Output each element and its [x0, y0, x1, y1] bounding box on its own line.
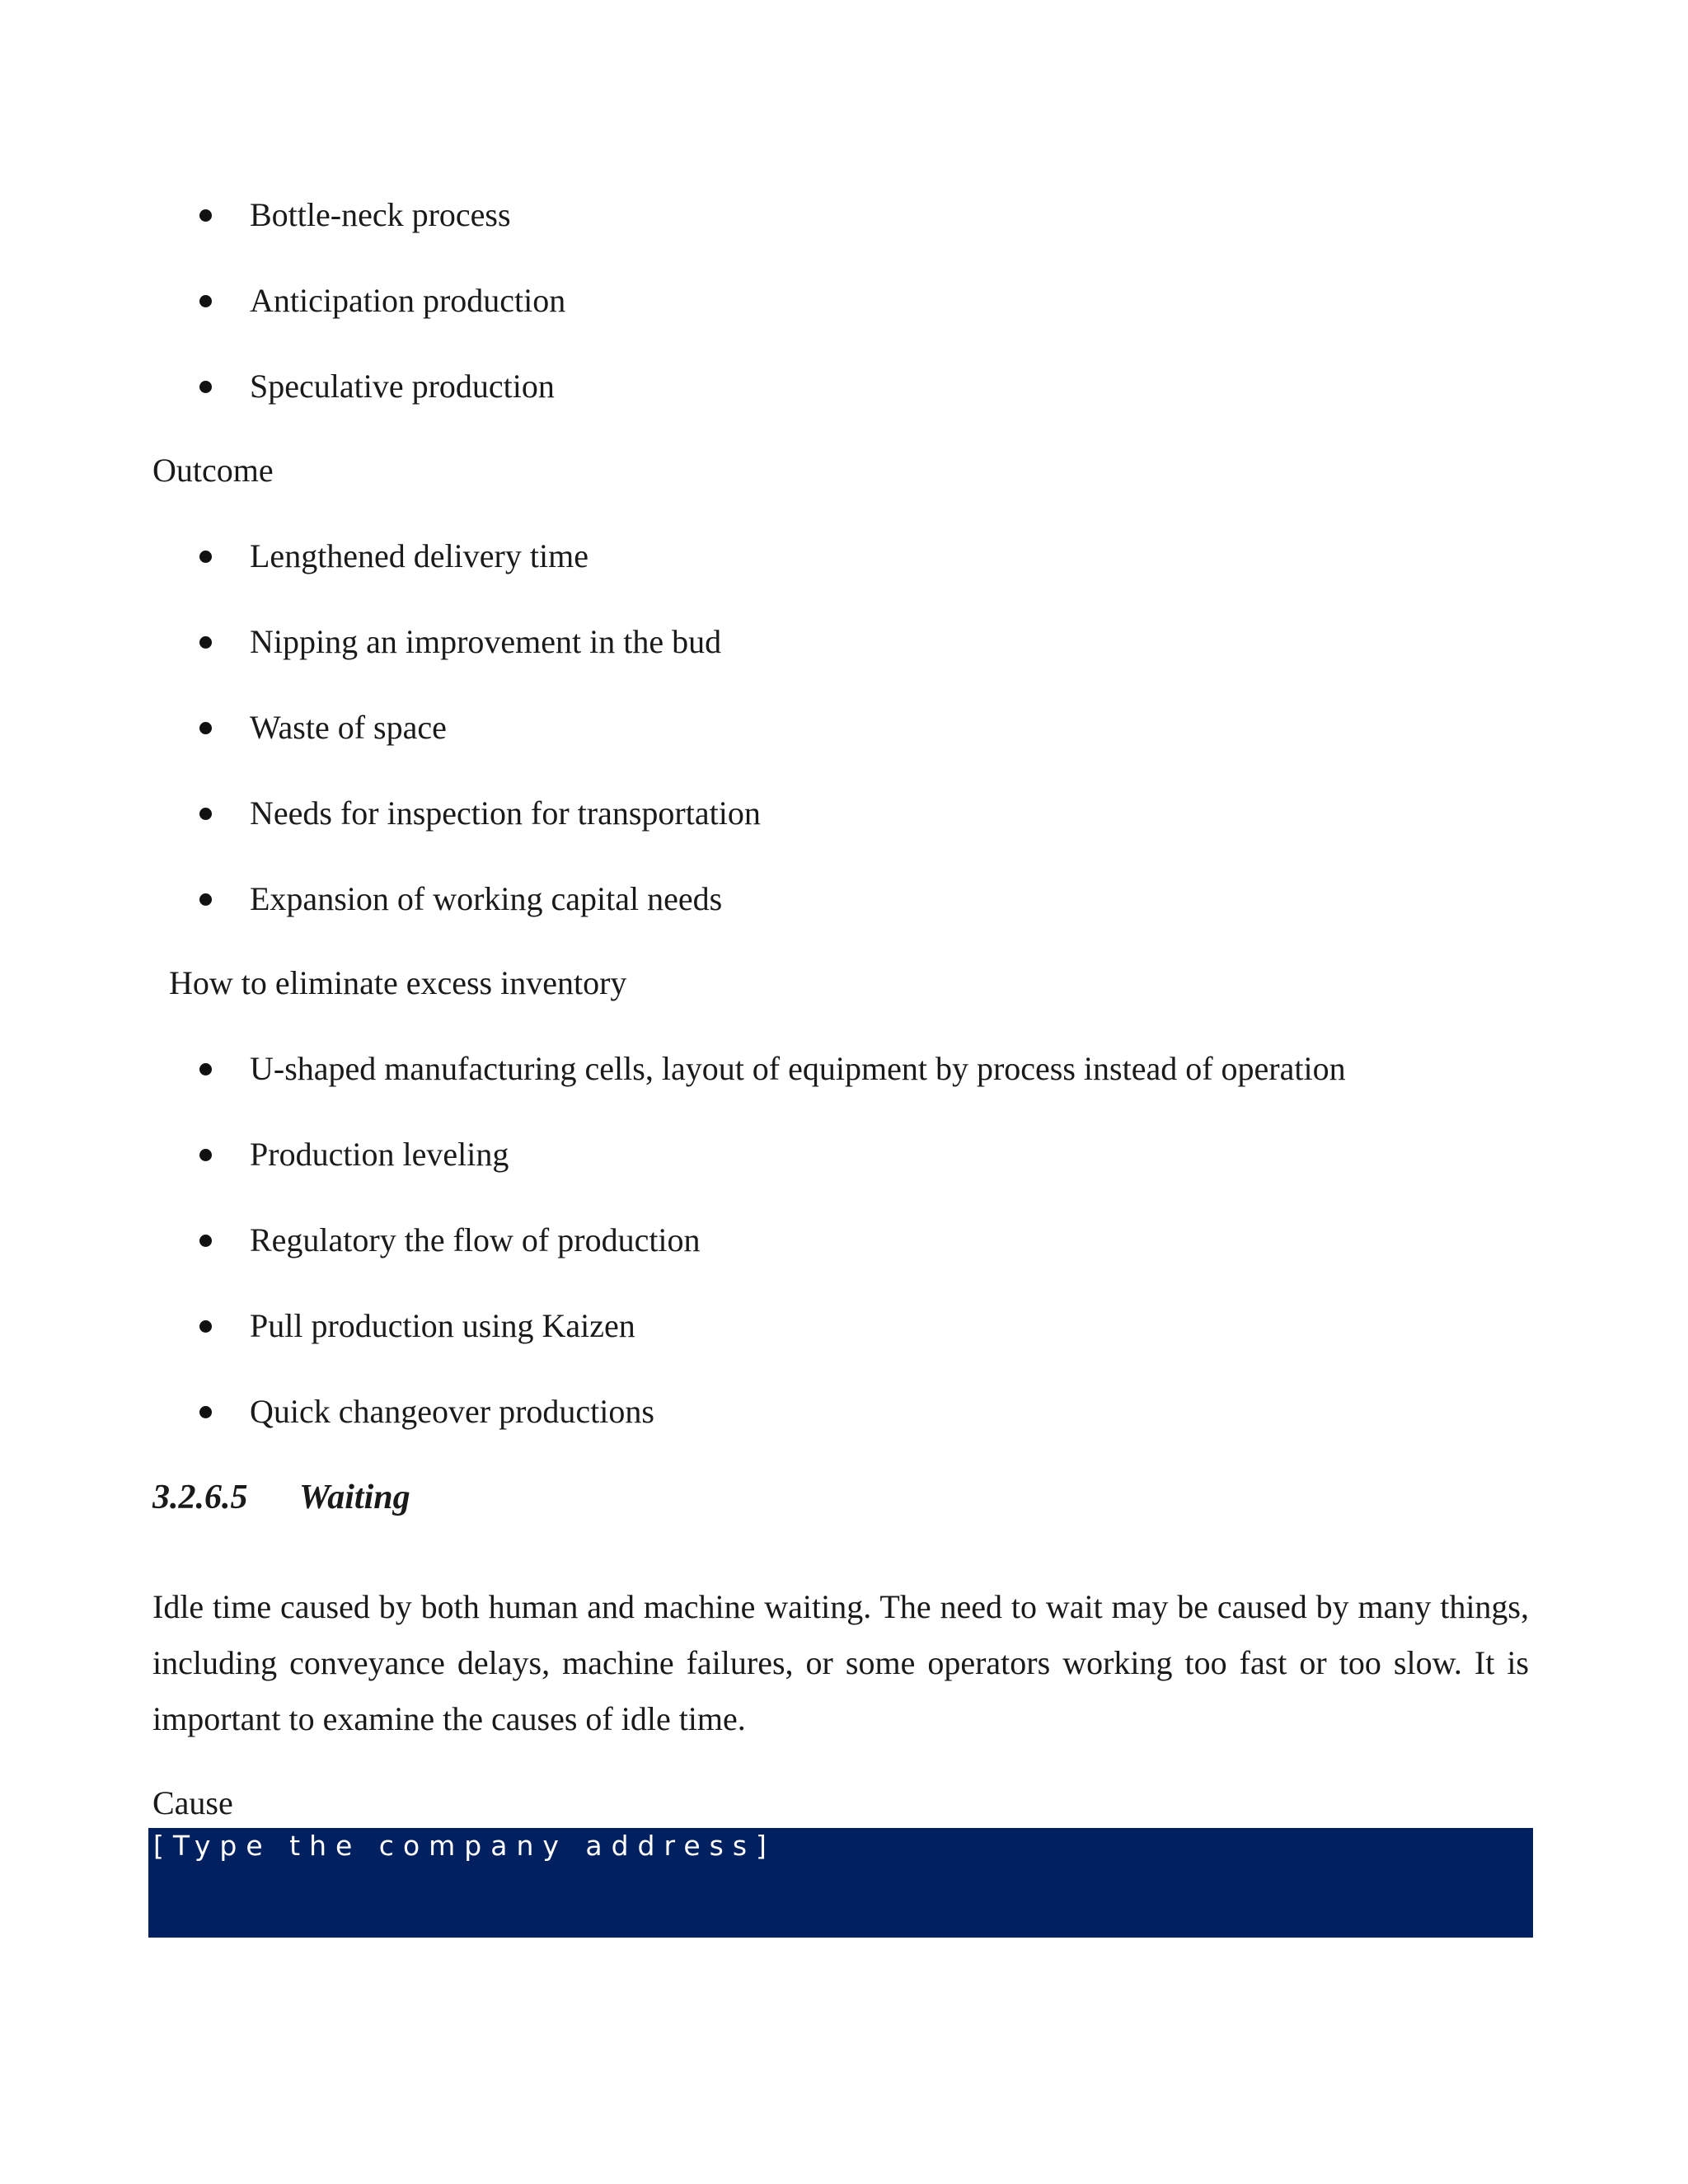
bullet-icon [199, 1235, 212, 1247]
bullet-icon [199, 551, 212, 563]
body-paragraph: Idle time caused by both human and machine waiting. The need to wait may be caused by many things, including conveyance delays, machine failures, or some operators working too fast or too slow. It is important to examine the causes of idle time. [152, 1588, 1529, 1737]
company-address-placeholder[interactable]: [Type the company address] [153, 1830, 776, 1862]
bullet-icon [199, 1063, 212, 1076]
section-number: 3.2.6.5 [152, 1479, 248, 1516]
bullet-icon [199, 381, 212, 393]
list-item-text: Lengthened delivery time [250, 537, 588, 574]
list-item-text: Anticipation production [250, 282, 566, 319]
bullet-icon [199, 1320, 212, 1333]
bullet-icon [199, 295, 212, 307]
list-item-text: Bottle-neck process [250, 196, 511, 233]
bullet-icon [199, 1406, 212, 1418]
bullet-icon [199, 636, 212, 649]
bullet-icon [199, 893, 212, 906]
list-item-text: Expansion of working capital needs [250, 880, 723, 917]
list-item-text: Nipping an improvement in the bud [250, 623, 722, 660]
bullet-icon [199, 722, 212, 734]
section-title: Waiting [299, 1479, 410, 1516]
list-item-text: Quick changeover productions [250, 1393, 654, 1430]
list-item-text: U-shaped manufacturing cells, layout of equipment by process instead of operation [250, 1050, 1346, 1087]
list-item-text: Waste of space [250, 709, 447, 746]
footer-bar [148, 1828, 1533, 1938]
bullet-icon [199, 808, 212, 820]
list-item-text: Regulatory the flow of production [250, 1221, 701, 1258]
cause-label: Cause [152, 1784, 233, 1821]
list-item-text: Production leveling [250, 1136, 509, 1173]
bullet-icon [199, 209, 212, 222]
bullet-icon [199, 1149, 212, 1161]
section-heading [152, 1477, 410, 1518]
eliminate-label: How to eliminate excess inventory [169, 964, 627, 1001]
list-item-text: Needs for inspection for transportation [250, 794, 761, 832]
outcome-label: Outcome [152, 452, 274, 489]
list-item-text: Pull production using Kaizen [250, 1307, 635, 1344]
list-item-text: Speculative production [250, 368, 555, 405]
